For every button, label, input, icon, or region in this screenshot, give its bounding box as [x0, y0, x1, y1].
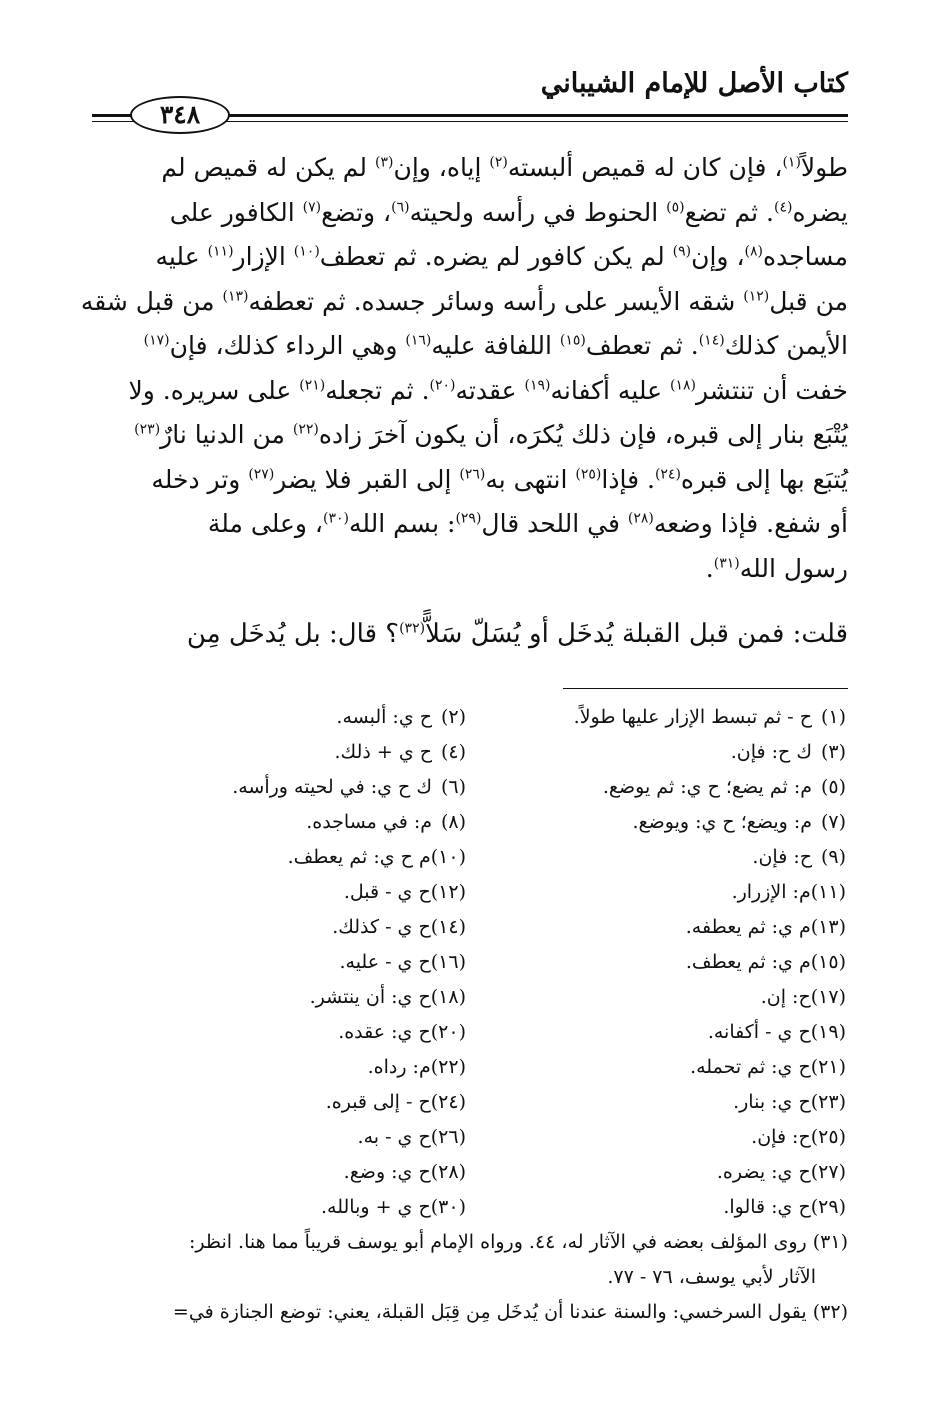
footnote-marker: (٧): [302, 199, 322, 216]
footnote-marker: (٣١): [713, 555, 740, 572]
footnote-text: ح: إن.: [760, 986, 811, 1008]
footnote-marker: (٢٧): [248, 466, 275, 483]
text-run: . ثم تجعله: [325, 375, 430, 405]
footnote-item: [88, 910, 468, 945]
footnote-separator: [563, 688, 848, 689]
text-run: اللفافة عليه: [431, 331, 560, 360]
text-run: شقه الأيسر على رأسه وسائر جسده. ثم تعطفه: [248, 286, 744, 316]
footnote-number: (٧): [820, 811, 846, 833]
text-run: ؟ قال: بل يُدخَل مِن: [186, 619, 400, 649]
footnote-number: (٨): [440, 811, 466, 833]
footnote-number: (٢٠): [430, 1021, 466, 1043]
footnote-marker: (٦): [391, 199, 410, 216]
footnote-text: ح ي: أن ينتشر.: [309, 986, 431, 1008]
footnote-item: [468, 1120, 848, 1155]
footnote-marker: (٨): [744, 243, 763, 260]
footnotes: [88, 700, 848, 1330]
text-line: [96, 324, 848, 369]
footnote-item: [468, 1085, 848, 1120]
footnote-item: [88, 770, 468, 805]
footnote-marker: (٢٩): [455, 510, 482, 527]
footnote-text: ح - إلى قبره.: [325, 1091, 431, 1113]
footnote-text: ح ي - كذلك.: [332, 916, 431, 938]
text-run: وتر دخله: [151, 464, 249, 494]
footnote-marker: (١٢): [743, 288, 770, 305]
text-line: [96, 502, 848, 547]
footnote-number: (٣٠): [430, 1196, 466, 1218]
footnote-marker: (٢٦): [459, 466, 486, 483]
footnote-number: (٢): [440, 706, 466, 728]
footnote-text: ح ي - قبل.: [343, 881, 431, 903]
footnote-number: (٩): [820, 846, 846, 868]
footnote-marker: (١٨): [670, 377, 696, 394]
text-run: ، وإن: [691, 242, 745, 271]
text-run: قلت: فمن قبل القبلة يُدخَل أو يُسَلّ سَلاًّ: [425, 619, 848, 649]
footnote-number: (٣٢): [812, 1301, 848, 1323]
text-run: من قبل: [769, 286, 848, 316]
footnote-item: [88, 945, 468, 980]
footnote-marker: (١٦): [405, 332, 432, 349]
footnote-text: ح ي + ذلك.: [334, 741, 432, 763]
footnote-marker: (٢٠): [429, 377, 456, 394]
footnote-number: (٢٣): [810, 1091, 846, 1113]
footnote-text: ح: فإن.: [752, 846, 812, 868]
footnote-number: (٢٩): [810, 1196, 846, 1218]
footnote-marker: (٢): [489, 154, 508, 171]
text-run: لم يكن كافور لم يضره. ثم تعطف: [319, 242, 673, 271]
footnote-item: [88, 1050, 468, 1085]
footnote-item: [468, 910, 848, 945]
footnote-marker: (٢٤): [654, 466, 681, 483]
footnote-number: (٢٤): [430, 1091, 466, 1113]
footnote-item: [468, 770, 848, 805]
text-run: عليه: [155, 242, 208, 271]
footnote-text: م ي: ثم يعطفه.: [685, 916, 811, 938]
footnote-text: ح ي: وضع.: [343, 1161, 431, 1183]
footnote-marker: (٣٢): [399, 620, 426, 637]
text-line: [96, 458, 848, 503]
footnote-text: م ي: ثم يعطف.: [685, 951, 811, 973]
footnote-text: م ح ي: ثم يعطف.: [287, 846, 431, 868]
text-line: [96, 413, 848, 458]
text-run: . ثم تعطف: [585, 331, 699, 360]
question-paragraph: [96, 612, 848, 656]
footnote-text: ح ي: ألبسه.: [336, 706, 432, 728]
text-run: يُتْبَع بنار إلى قبره، فإن ذلك يُكرَه، أن يكون آخرَ زاده: [318, 420, 848, 449]
text-run: إلى القبر فلا يضر: [274, 464, 460, 494]
footnote-item: [468, 735, 848, 770]
footnote-number: (٢٦): [430, 1126, 466, 1148]
text-run: الإزار: [233, 242, 294, 271]
footnote-item: [468, 1190, 848, 1225]
footnote-item: [88, 980, 468, 1015]
text-line: [80, 280, 848, 325]
footnote-item: [468, 875, 848, 910]
text-run: الكافور على: [169, 197, 303, 227]
text-run: من الدنيا نارٌ: [160, 420, 293, 449]
footnote-marker: (٢٣): [134, 421, 161, 438]
footnote-number: (٢٧): [810, 1161, 846, 1183]
page-header: [92, 60, 848, 130]
text-line: [96, 369, 848, 414]
footnote-item: [88, 805, 468, 840]
book-title: كتاب الأصل للإمام الشيباني: [540, 68, 848, 99]
footnote-number: (١١): [810, 881, 846, 903]
text-run: عقدته: [455, 375, 525, 405]
footnote-item: [468, 1050, 848, 1085]
text-run: مساجده: [763, 242, 848, 271]
text-run: .: [705, 553, 714, 583]
footnote-32: [88, 1295, 848, 1330]
text-run: طولاً: [800, 153, 848, 182]
footnote-number: (٦): [440, 776, 466, 798]
text-run: يُتبَع بها إلى قبره: [680, 464, 848, 494]
footnote-marker: (٢٥): [575, 466, 602, 483]
text-run: إياه، وإن: [393, 153, 490, 182]
footnote-number: (٢٨): [430, 1161, 466, 1183]
text-line: [96, 146, 848, 191]
footnote-item: [88, 1155, 468, 1190]
footnote-marker: (١٣): [222, 288, 249, 305]
footnote-text: ح ي - عليه.: [339, 951, 431, 973]
footnote-number: (١٤): [430, 916, 466, 938]
footnote-marker: (٢٢): [292, 421, 319, 438]
footnote-item: [88, 875, 468, 910]
footnote-number: (٤): [440, 741, 466, 763]
footnote-marker: (٣٠): [322, 510, 349, 527]
footnote-item: [88, 1085, 468, 1120]
footnote-text: م: ثم يضع؛ ح ي: ثم يوضع.: [602, 776, 812, 798]
text-run: . فإذا: [601, 464, 655, 494]
footnote-text: روى المؤلف بعضه في الآثار له، ٤٤. ورواه الإمام أبو يوسف قريباً مما هنا. انظر:: [188, 1231, 807, 1253]
page-number: ٣٤٨: [130, 96, 230, 134]
text-run: أو شفع. فإذا وضعه: [653, 509, 848, 538]
footnote-number: (١٦): [430, 951, 466, 973]
footnote-text: ح ي + وبالله.: [321, 1196, 431, 1218]
text-run: ، وتضع: [321, 197, 392, 227]
footnote-item: [468, 1155, 848, 1190]
footnote-number: (١٨): [430, 986, 466, 1008]
footnote-number: (١٩): [810, 1021, 846, 1043]
text-run: الأيمن كذلك: [724, 331, 848, 360]
footnote-marker: (١٠): [293, 243, 320, 260]
footnote-item: [468, 840, 848, 875]
footnote-marker: (٤): [774, 199, 793, 216]
footnote-item: [468, 945, 848, 980]
footnote-text: ك ح ي: في لحيته ورأسه.: [232, 776, 432, 798]
footnote-item: [88, 1120, 468, 1155]
footnote-text: ح ي: عقده.: [338, 1021, 431, 1043]
footnote-number: (١٥): [810, 951, 846, 973]
footnote-marker: (٣): [374, 154, 394, 171]
footnote-item: [88, 700, 468, 735]
text-run: على سريره. ولا: [128, 375, 300, 405]
text-run: انتهى به: [485, 464, 576, 494]
footnote-text: ح ي: ثم تحمله.: [690, 1056, 811, 1078]
footnote-marker: (١١): [207, 243, 234, 260]
text-run: ، فإن كان له قميص ألبسته: [507, 153, 783, 182]
text-run: وهي الرداء كذلك، فإن: [169, 331, 406, 360]
text-line: [96, 547, 848, 592]
footnote-marker: (١٩): [524, 377, 551, 394]
footnote-31-continuation: الآثار لأبي يوسف، ٧٦ - ٧٧.: [607, 1266, 816, 1288]
text-run: في اللحد قال: [481, 509, 628, 538]
footnote-text: ح ي: يضره.: [716, 1161, 811, 1183]
footnote-number: (١٢): [430, 881, 466, 903]
footnote-marker: (١٥): [559, 332, 586, 349]
footnote-item: [88, 735, 468, 770]
footnote-item: [468, 1015, 848, 1050]
footnote-item: [88, 840, 468, 875]
footnote-number: (٣): [820, 741, 846, 763]
footnote-marker: (١٤): [698, 332, 725, 349]
footnote-text: ح ي: قالوا.: [723, 1196, 811, 1218]
text-run: ، وعلى ملة: [207, 509, 323, 538]
footnote-item: [88, 1190, 468, 1225]
footnote-text: ح ي - أكفانه.: [707, 1021, 811, 1043]
footnote-text: ح ي: بنار.: [733, 1091, 811, 1113]
footnote-number: (٢٥): [810, 1126, 846, 1148]
footnote-text: ح ي - به.: [357, 1126, 431, 1148]
footnote-number: (١٠): [430, 846, 466, 868]
footnote-item: [468, 980, 848, 1015]
footnote-text: ح - ثم تبسط الإزار عليها طولاً.: [573, 706, 812, 728]
footnote-text: ح: فإن.: [751, 1126, 811, 1148]
text-run: الحنوط في رأسه ولحيته: [409, 197, 667, 227]
footnote-item: [468, 805, 848, 840]
text-run: . ثم تضع: [684, 197, 774, 227]
text-line: [96, 235, 848, 280]
text-run: رسول الله: [739, 553, 848, 583]
text-run: يضره: [792, 197, 848, 227]
text-run: : بسم الله: [348, 509, 456, 538]
text-run: لم يكن له قميص لم: [161, 153, 375, 182]
footnote-grid: [88, 700, 848, 1225]
text-run: خفت أن تنتشر: [696, 375, 848, 405]
footnote-marker: (٢١): [299, 377, 326, 394]
text-run: عليه أكفانه: [550, 375, 671, 405]
main-text: [80, 146, 848, 591]
footnote-number: (٣١): [812, 1231, 848, 1253]
footnote-number: (٥): [820, 776, 846, 798]
footnote-marker: (١٧): [143, 332, 170, 349]
text-run: من قبل شقه: [80, 286, 223, 316]
footnote-text: يقول السرخسي: والسنة عندنا أن يُدخَل مِن قِبَل القبلة، يعني: توضع الجنازة في=: [172, 1301, 807, 1323]
text-line: [96, 191, 848, 236]
footnote-marker: (١): [782, 154, 801, 171]
footnote-text: م: ويضع؛ ح ي: ويوضع.: [632, 811, 812, 833]
footnote-item: [468, 700, 848, 735]
footnote-number: (٢١): [810, 1056, 846, 1078]
footnote-text: م: الإزرار.: [731, 881, 811, 903]
footnote-item: [88, 1015, 468, 1050]
footnote-number: (١٧): [810, 986, 846, 1008]
footnote-text: ك ح: فإن.: [730, 741, 812, 763]
footnote-marker: (٥): [666, 199, 685, 216]
footnote-marker: (٢٨): [627, 510, 654, 527]
footnote-text: م: رداه.: [367, 1056, 431, 1078]
footnote-31: [88, 1225, 848, 1260]
footnote-text: م: في مساجده.: [306, 811, 432, 833]
footnote-number: (٢٢): [430, 1056, 466, 1078]
footnote-number: (١٣): [810, 916, 846, 938]
footnote-marker: (٩): [672, 243, 692, 260]
footnote-number: (١): [820, 706, 846, 728]
